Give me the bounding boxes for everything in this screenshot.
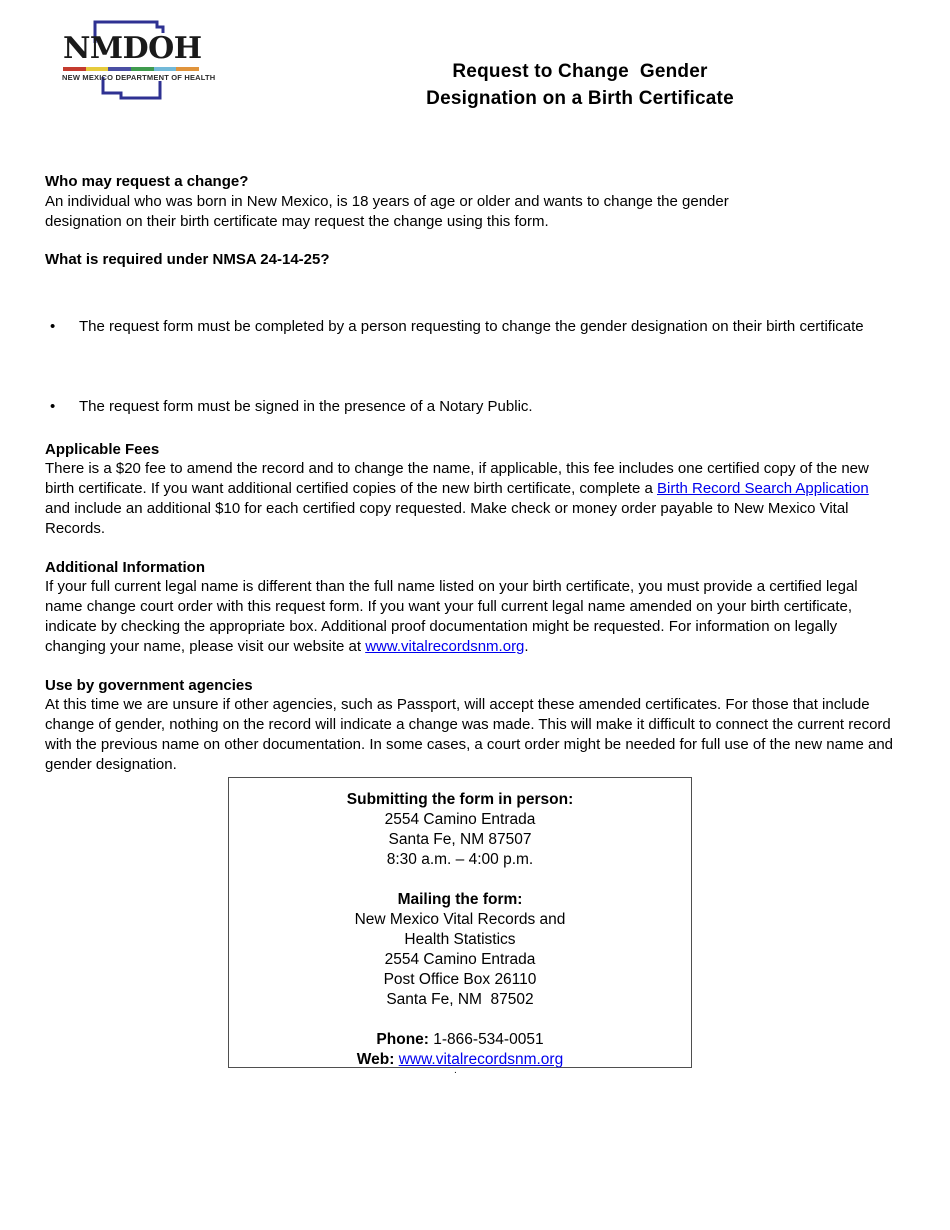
bullet-text: The request form must be signed in the presence of a Notary Public. bbox=[79, 398, 533, 415]
paragraph-who-may-request: An individual who was born in New Mexico, is 18 years of age or older and wants to change the gender designation on their birth certificate may request the change using this form. bbox=[45, 193, 729, 230]
phone-number: 1-866-534-0051 bbox=[428, 1031, 544, 1048]
bullet-icon bbox=[50, 317, 79, 337]
birth-record-search-application-link[interactable]: Birth Record Search Application bbox=[656, 480, 869, 497]
page-title-line2: Designation on a Birth Certificate bbox=[426, 88, 734, 109]
fees-text-after-link: and include an additional $10 for each certified copy requested. Make check or money order payable to New Mexico Vital Records. bbox=[45, 500, 849, 537]
mailing-address-line: Santa Fe, NM 87502 bbox=[386, 991, 534, 1008]
paragraph-government-agencies: At this time we are unsure if other agencies, such as Passport, will accept these amended certificates. For those that include change of gender, nothing on the record will indicate a change was made. This will make it difficult to connect the current record with the previous name on other documentation. In some cases, a court order might be needed for full use of the new name and gender designation. bbox=[45, 696, 893, 773]
mailing-address-line: New Mexico Vital Records and bbox=[354, 911, 566, 928]
logo-bar-segment bbox=[86, 67, 109, 71]
web-label: Web: bbox=[356, 1051, 395, 1068]
logo-bar-segment bbox=[131, 67, 154, 71]
mailing-address-line: Post Office Box 26110 bbox=[383, 971, 537, 988]
heading-who-may-request: Who may request a change? bbox=[45, 173, 249, 190]
paragraph-additional-information bbox=[45, 577, 893, 657]
web-line bbox=[229, 1050, 691, 1070]
fees-text-before-link: There is a $20 fee to amend the record and to change the name, if applicable, this fee includes one certified copy of the new birth certificate. If you want additional certified copies of the new birth certificate, complete a bbox=[45, 460, 869, 497]
bullet-text: The request form must be completed by a person requesting to change the gender designation on their birth certificate bbox=[79, 318, 864, 335]
phone-label: Phone: bbox=[376, 1031, 429, 1048]
in-person-heading: Submitting the form in person: bbox=[346, 791, 574, 808]
in-person-address-line: 2554 Camino Entrada bbox=[384, 811, 536, 828]
nmdoh-logo bbox=[55, 12, 216, 110]
vitalrecordsnm-website-link[interactable]: www.vitalrecordsnm.org bbox=[365, 638, 525, 655]
mailing-address-line: Health Statistics bbox=[404, 931, 516, 948]
logo-color-bar bbox=[63, 67, 199, 71]
heading-what-is-required: What is required under NMSA 24-14-25? bbox=[45, 251, 330, 268]
bullet-item-completed-by-person bbox=[50, 317, 894, 337]
contact-info-box bbox=[228, 777, 692, 1068]
logo-bar-segment bbox=[176, 67, 199, 71]
paragraph-applicable-fees bbox=[45, 459, 883, 539]
logo-caption: NEW MEXICO DEPARTMENT OF HEALTH bbox=[62, 73, 216, 82]
additional-text-before-link: If your full current legal name is different than the full name listed on your birth certificate, you must provide a certified legal name change court order with this request form. If you want your full current legal name amended on your birth certificate, indicate by checking the appropriate box. Additional proof documentation might be requested. For information on legally changing your name, please visit our website at bbox=[45, 578, 858, 655]
phone-line bbox=[229, 1030, 691, 1050]
page-title-line1: Request to Change Gender bbox=[452, 61, 708, 82]
logo-bar-segment bbox=[108, 67, 131, 71]
stray-period: . bbox=[454, 1065, 457, 1076]
heading-government-agencies: Use by government agencies bbox=[45, 677, 253, 694]
logo-bar-segment bbox=[63, 67, 86, 71]
logo-acronym: NMDOH bbox=[63, 31, 202, 66]
mailing-address-line: 2554 Camino Entrada bbox=[384, 951, 536, 968]
heading-additional-information: Additional Information bbox=[45, 559, 205, 576]
in-person-hours: 8:30 a.m. – 4:00 p.m. bbox=[386, 851, 534, 868]
web-url-link[interactable]: www.vitalrecordsnm.org bbox=[398, 1051, 564, 1068]
bullet-icon bbox=[50, 397, 79, 417]
mailing-heading: Mailing the form: bbox=[397, 891, 523, 908]
page-title bbox=[280, 58, 880, 112]
logo-bar-segment bbox=[154, 67, 177, 71]
heading-applicable-fees: Applicable Fees bbox=[45, 441, 160, 458]
additional-text-after-link: . bbox=[524, 638, 529, 655]
in-person-address-line: Santa Fe, NM 87507 bbox=[388, 831, 532, 848]
bullet-item-notary-public bbox=[50, 397, 894, 417]
